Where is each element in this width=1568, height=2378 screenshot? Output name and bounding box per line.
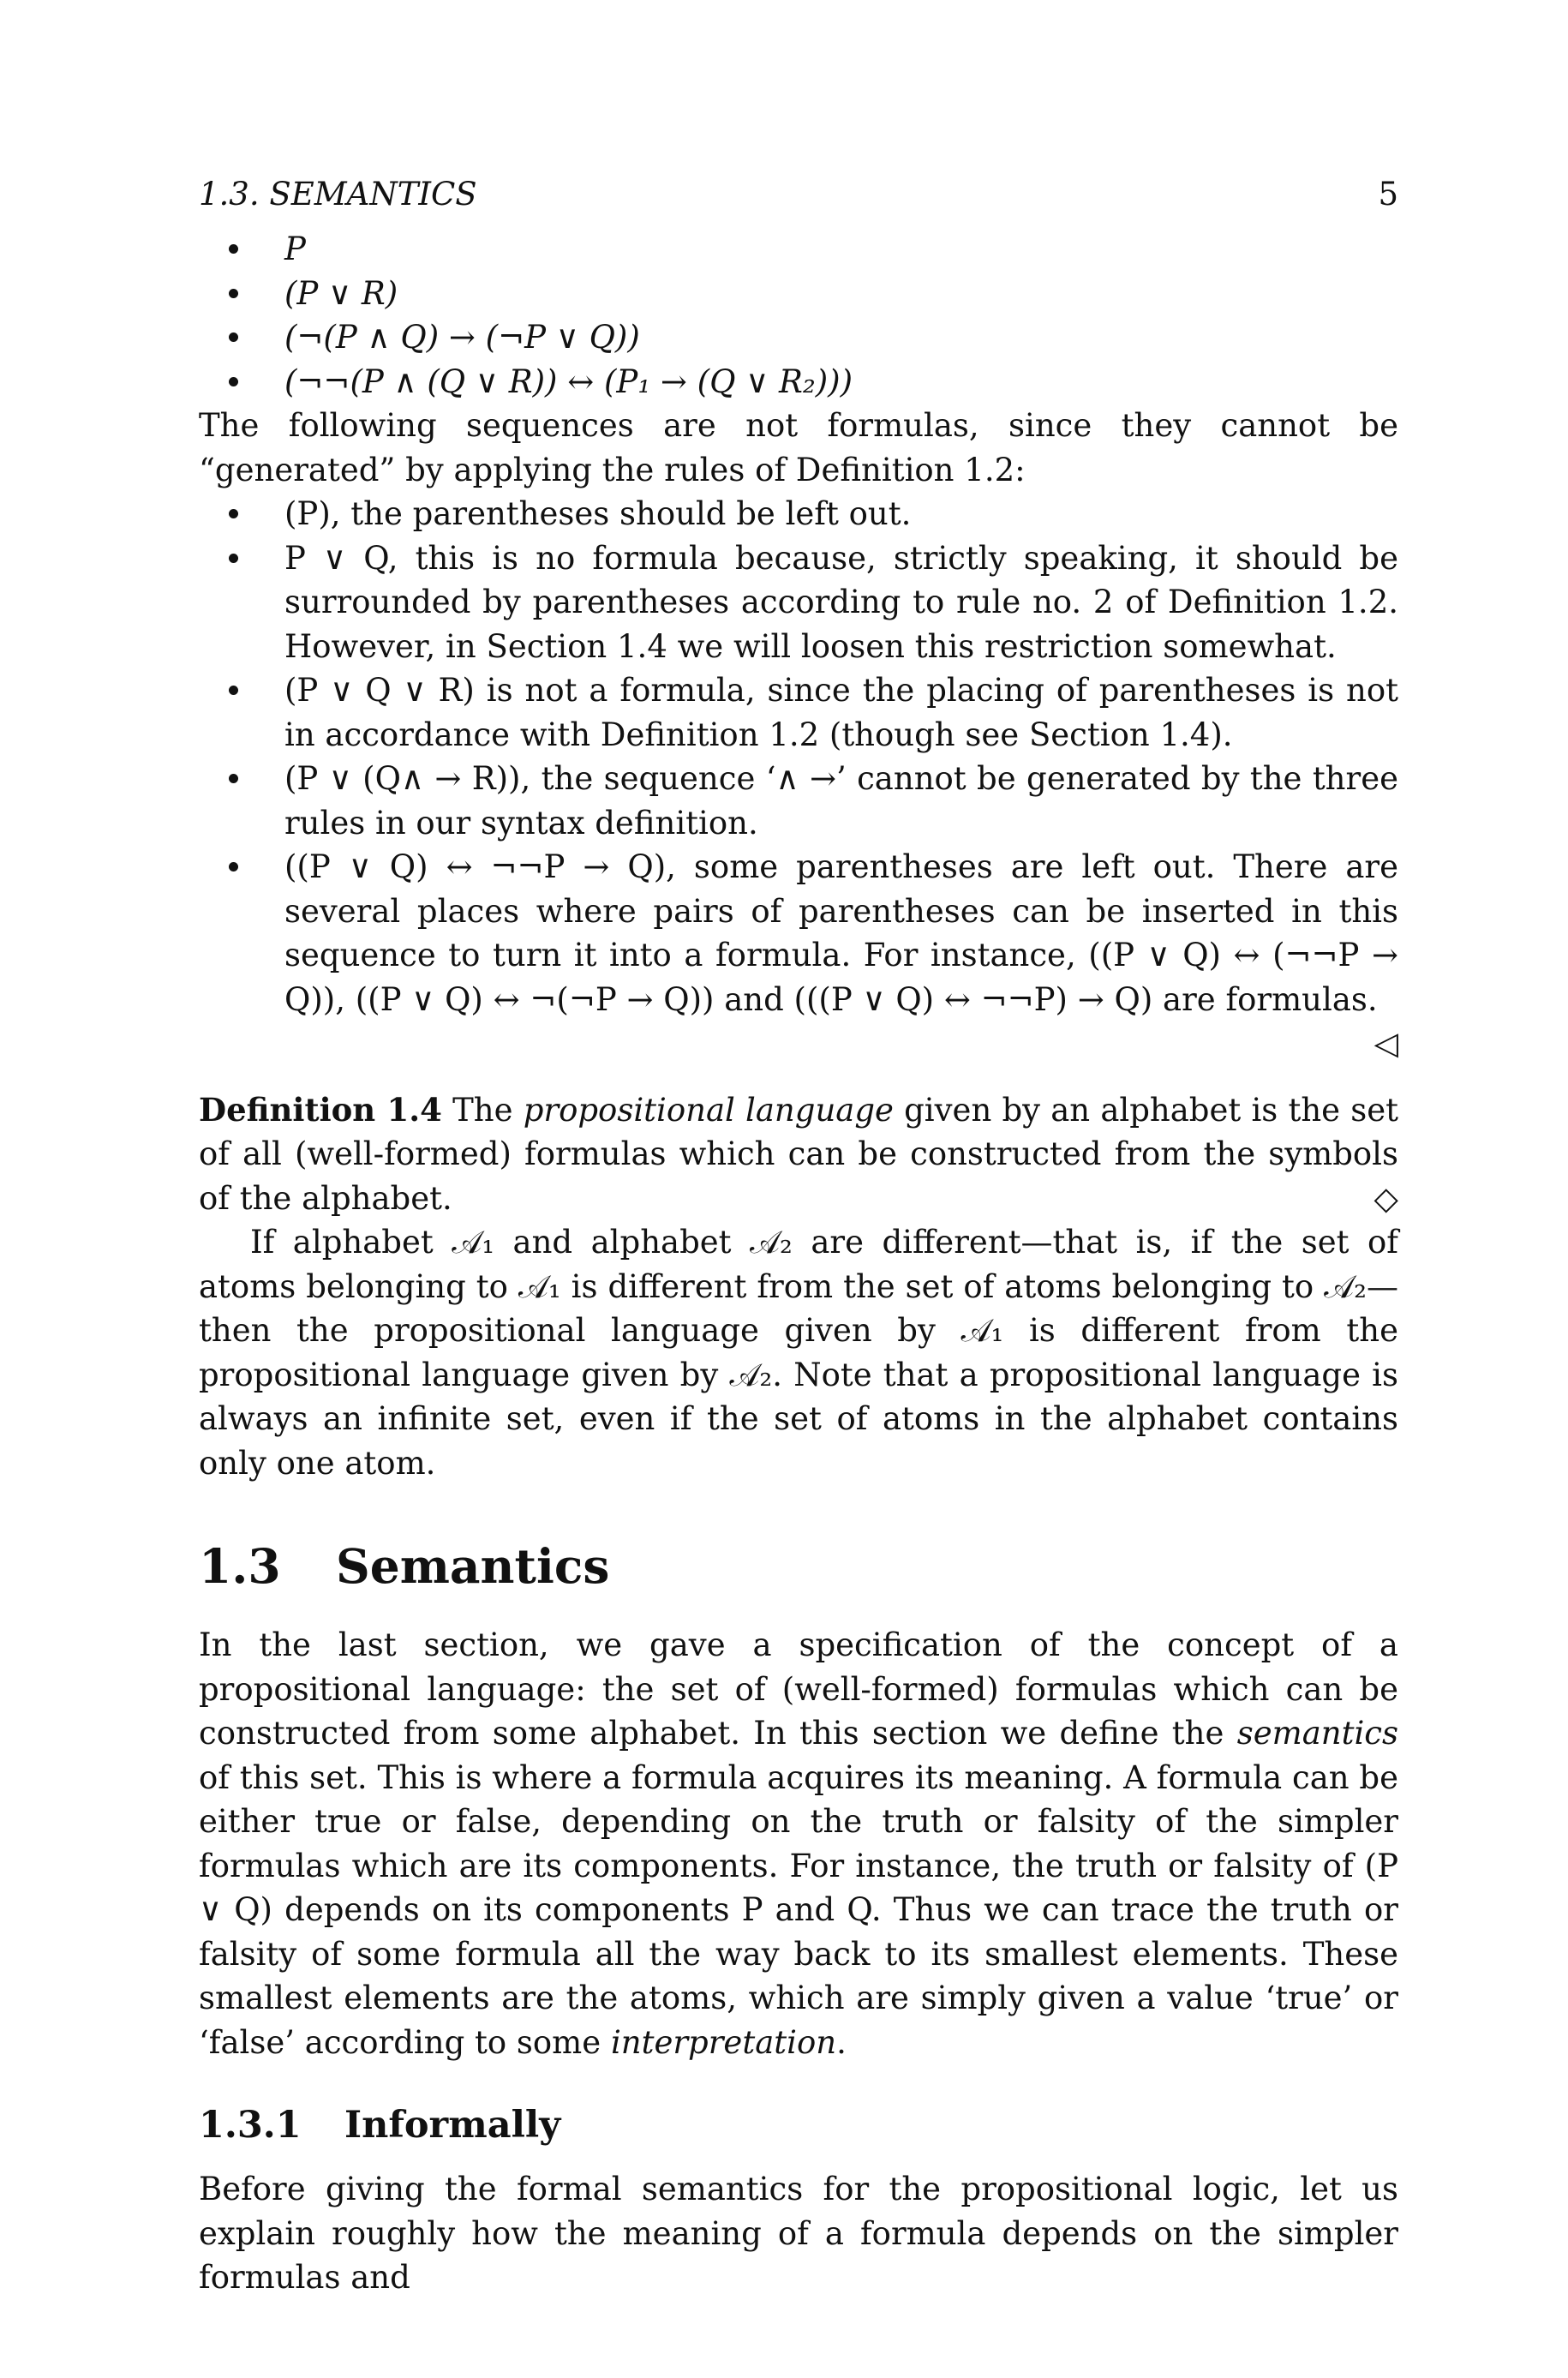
subsection-title: Informally: [344, 2104, 561, 2147]
list-item: (P ∨ R): [199, 272, 1398, 316]
list-item: (¬¬(P ∧ (Q ∨ R)) ↔ (P₁ → (Q ∨ R₂))): [199, 360, 1398, 404]
section-title: Semantics: [336, 1538, 610, 1594]
section-number: 1.3: [199, 1538, 281, 1594]
formula-examples-list: [199, 227, 1398, 404]
page-number: 5: [1378, 176, 1398, 213]
list-item: P ∨ Q, this is no formula because, strictly speaking, it should be surrounded by parentheses according to rule no. 2 of Definition 1.2. However, in Section 1.4 we will loosen this restriction somewhat.: [199, 536, 1398, 669]
list-item: (¬(P ∧ Q) → (¬P ∨ Q)): [199, 315, 1398, 360]
term-interpretation: interpretation: [610, 2023, 837, 2061]
bullet-icon: [229, 332, 238, 342]
term-semantics: semantics: [1236, 1715, 1399, 1752]
bullet-icon: [229, 554, 238, 563]
list-item: P: [199, 227, 1398, 272]
subsection-number: 1.3.1: [199, 2104, 302, 2147]
bullet-icon: [229, 377, 238, 386]
definition-end-mark: ◇: [1373, 1179, 1398, 1217]
bullet-icon: [229, 289, 238, 298]
list-item: (P ∨ Q ∨ R) is not a formula, since the placing of parentheses is not in accordance with Definition 1.2 (though see Section 1.4).: [199, 668, 1398, 757]
list-item: (P ∨ (Q∧ → R)), the sequence ‘∧ →’ cannot be generated by the three rules in our syntax definition.: [199, 757, 1398, 845]
list-item: ((P ∨ Q) ↔ ¬¬P → Q), some parentheses are left out. There are several places where pairs of parentheses can be inserted in this sequence to turn it into a formula. For instance, ((P ∨ Q) ↔ (¬¬P → Q)), ((P ∨ Q) ↔ ¬(¬P → Q)) and (((P ∨ Q) ↔ ¬¬P) → Q) are formulas.: [199, 845, 1398, 1021]
alphabets-paragraph: If alphabet 𝒜₁ and alphabet 𝒜₂ are different—that is, if the set of atoms belonging to 𝒜₁ is different from the set of atoms belonging to 𝒜₂—then the propositional language given by 𝒜₁ is different from the propositional language given by 𝒜₂. Note that a propositional language is always an infinite set, even if the set of atoms in the alphabet contains only one atom.: [199, 1224, 1398, 1482]
non-formulas-list: [199, 492, 1398, 1021]
definition-term: propositional language: [523, 1091, 894, 1129]
book-page: [199, 176, 1398, 2300]
bullet-icon: [229, 509, 238, 518]
bullet-icon: [229, 862, 238, 872]
definition-label: Definition 1.4: [199, 1090, 442, 1129]
definition-1-4: Definition 1.4 The propositional language given by an alphabet is the set of all (well-formed) formulas which can be constructed from the symbols of the alphabet. ◇: [199, 1088, 1398, 1221]
bullet-icon: [229, 774, 238, 783]
list-item: (P), the parentheses should be left out.: [199, 492, 1398, 536]
example-end-mark: ◁: [1373, 1025, 1398, 1062]
running-head: [199, 176, 1398, 227]
non-formulas-intro: The following sequences are not formulas, since they cannot be “generated” by applying the rules of Definition 1.2:: [199, 407, 1398, 488]
bullet-icon: [229, 244, 238, 254]
running-head-section: 1.3. SEMANTICS: [199, 176, 477, 213]
informally-paragraph: Before giving the formal semantics for the propositional logic, let us explain roughly how the meaning of a formula depends on the simpler formulas and: [199, 2171, 1398, 2296]
semantics-paragraph: In the last section, we gave a specification of the concept of a propositional language: the set of (well-formed) formulas which can be constructed from some alphabet. In this section we define the semantics of this set. This is where a formula acquires its meaning. A formula can be either true or false, depending on the truth or falsity of the simpler formulas which are its components. For instance, the truth or falsity of (P ∨ Q) depends on its components P and Q. Thus we can trace the truth or falsity of some formula all the way back to its smallest elements. These smallest elements are the atoms, which are simply given a value ‘true’ or ‘false’ according to some interpretation.: [199, 1626, 1399, 2061]
section-heading: [199, 1538, 1398, 1594]
bullet-icon: [229, 686, 238, 695]
subsection-heading: [199, 2104, 1398, 2147]
